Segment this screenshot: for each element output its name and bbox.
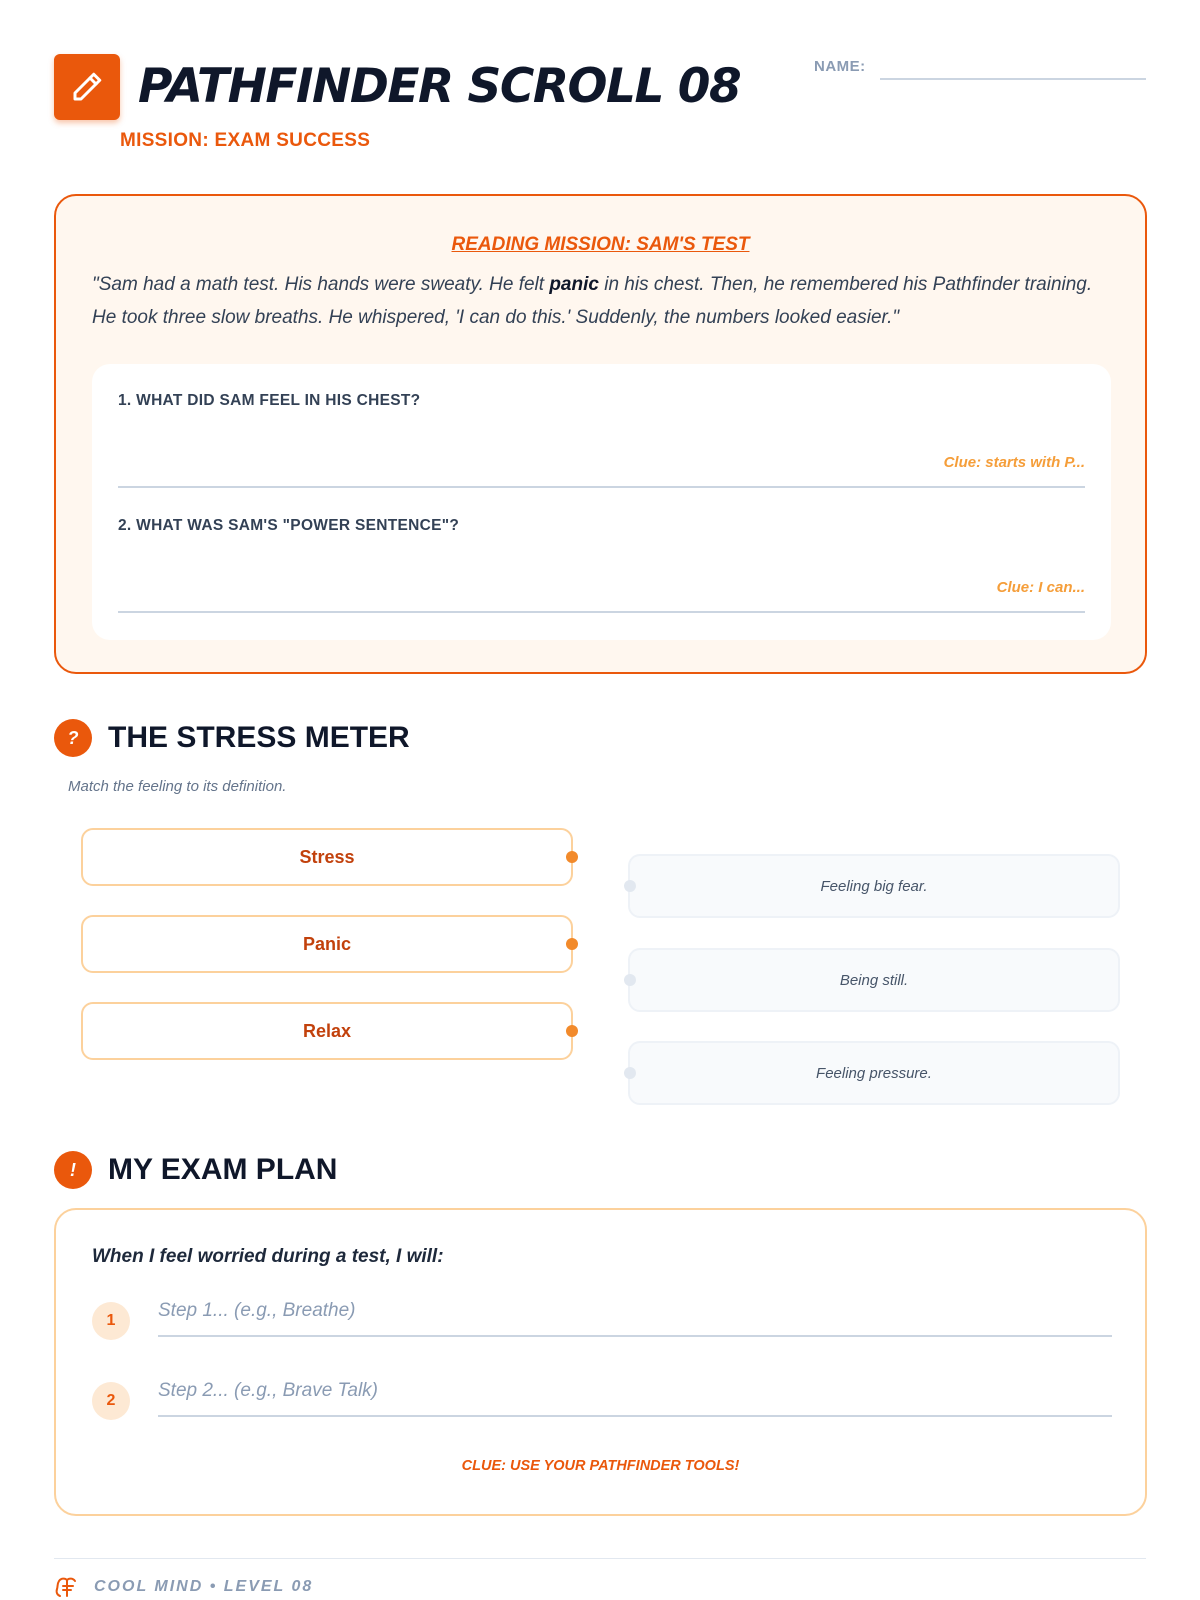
- page-title: PATHFINDER SCROLL 08: [138, 59, 741, 114]
- stress-meter-heading: [54, 719, 410, 757]
- definition-card-3[interactable]: [628, 1041, 1120, 1105]
- definition-label: Being still.: [839, 971, 909, 989]
- step-1-input[interactable]: Step 1... (e.g., Breathe): [158, 1300, 356, 1321]
- feeling-label: Panic: [302, 933, 352, 954]
- feeling-card-stress[interactable]: [81, 828, 573, 886]
- connector-dot[interactable]: [566, 851, 578, 863]
- stress-meter-instructions: Match the feeling to its definition.: [68, 778, 287, 795]
- definition-card-2[interactable]: [628, 948, 1120, 1012]
- name-field[interactable]: [880, 78, 1146, 80]
- footer-divider: [54, 1558, 1146, 1559]
- question-clue: Clue: starts with P...: [943, 454, 1085, 471]
- exclamation-icon: !: [54, 1151, 92, 1189]
- pencil-icon: [69, 69, 105, 105]
- step-number-2: 2: [92, 1382, 130, 1420]
- story-text-start: "Sam had a math test. His hands were sweaty. He felt: [92, 274, 550, 295]
- exam-plan-title: MY EXAM PLAN: [108, 1153, 338, 1186]
- story-keyword: panic: [549, 274, 599, 295]
- brain-icon: [54, 1576, 80, 1598]
- footer-text: COOL MIND • LEVEL 08: [94, 1578, 314, 1595]
- connector-dot[interactable]: [624, 1067, 636, 1079]
- name-label: NAME:: [814, 58, 866, 75]
- connector-dot[interactable]: [566, 1025, 578, 1037]
- question-text: 2. WHAT WAS SAM'S "POWER SENTENCE"?: [118, 517, 460, 534]
- footer: [54, 1576, 313, 1598]
- question-2: [118, 517, 1085, 613]
- question-icon: ?: [54, 719, 92, 757]
- question-text: 1. WHAT DID SAM FEEL IN HIS CHEST?: [118, 392, 421, 409]
- logo-badge: [54, 54, 120, 120]
- connector-dot[interactable]: [566, 938, 578, 950]
- story-text-end: in his chest. Then, he remembered his Pathfinder training. He took three slow breaths. He whispered, 'I can do this.' Suddenly, the numbers looked easier.": [92, 274, 1093, 328]
- definition-label: Feeling pressure.: [816, 1064, 932, 1082]
- header: [54, 54, 1146, 164]
- connector-dot[interactable]: [624, 974, 636, 986]
- exam-plan-card: [54, 1208, 1147, 1516]
- questions-panel: [92, 364, 1111, 640]
- answer-line-2[interactable]: [118, 611, 1085, 613]
- mission-subtitle: MISSION: EXAM SUCCESS: [120, 130, 371, 151]
- feeling-card-panic[interactable]: [81, 915, 573, 973]
- step-number-1: 1: [92, 1302, 130, 1340]
- answer-line-1[interactable]: [118, 486, 1085, 488]
- question-1: [118, 392, 1085, 488]
- stress-meter-title: THE STRESS METER: [108, 721, 410, 754]
- feeling-card-relax[interactable]: [81, 1002, 573, 1060]
- plan-clue: CLUE: USE YOUR PATHFINDER TOOLS!: [461, 1458, 740, 1474]
- feeling-label: Stress: [299, 846, 355, 867]
- plan-prompt: When I feel worried during a test, I will:: [92, 1246, 444, 1267]
- definition-card-1[interactable]: [628, 854, 1120, 918]
- step-1-line: [158, 1335, 1112, 1337]
- story-text: [92, 268, 1102, 334]
- step-2-line: [158, 1415, 1112, 1417]
- definition-label: Feeling big fear.: [820, 877, 928, 895]
- feeling-label: Relax: [302, 1020, 352, 1041]
- connector-dot[interactable]: [624, 880, 636, 892]
- exam-plan-heading: [54, 1151, 337, 1189]
- reading-mission-title: READING MISSION: SAM'S TEST: [451, 234, 750, 255]
- reading-mission-card: [54, 194, 1147, 674]
- question-clue: Clue: I can...: [996, 579, 1085, 596]
- step-2-input[interactable]: Step 2... (e.g., Brave Talk): [158, 1380, 379, 1401]
